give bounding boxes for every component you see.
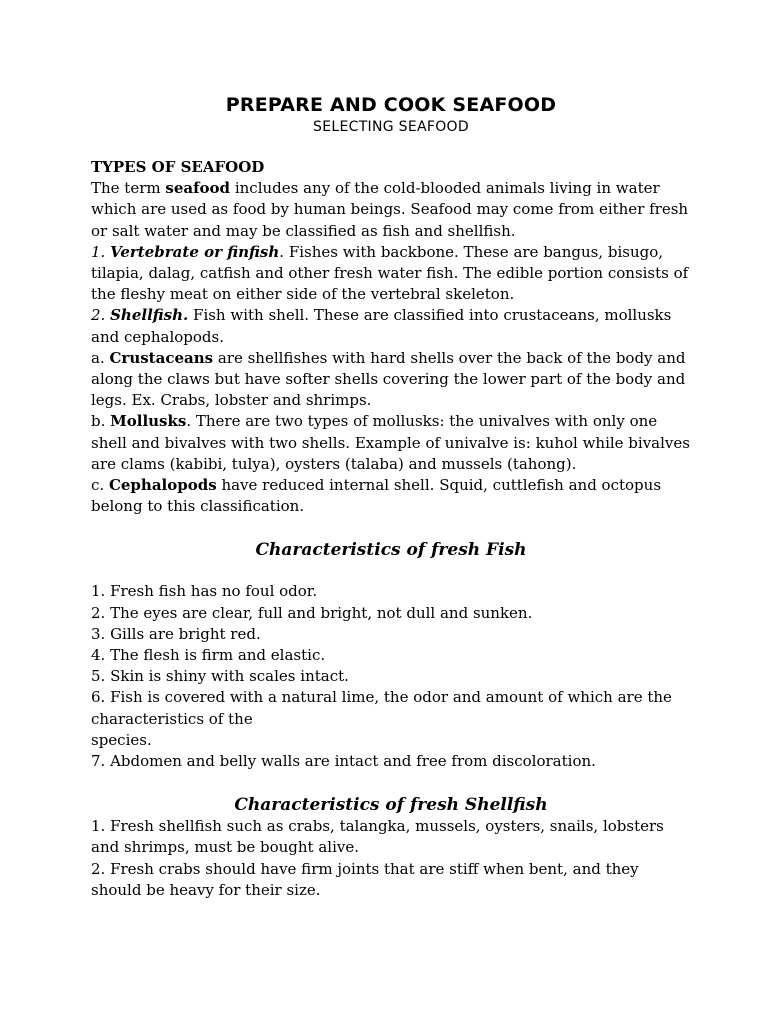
item-term: Vertebrate or finfish xyxy=(110,242,280,261)
list-item: 1. Fresh fish has no foul odor. xyxy=(91,582,318,601)
type-item-finfish xyxy=(91,242,691,306)
fresh-fish-heading: Characteristics of fresh Fish xyxy=(255,540,527,561)
item-term: Mollusks xyxy=(110,412,187,431)
item-term: Cephalopods xyxy=(108,476,217,495)
intro-term-seafood: seafood xyxy=(165,179,231,198)
fresh-fish-list xyxy=(91,581,691,772)
intro-text-pre: The term xyxy=(91,179,166,198)
item-letter: b. xyxy=(91,412,111,431)
list-item: 5. Skin is shiny with scales intact. xyxy=(91,667,349,686)
list-item: 1. Fresh shellfish such as crabs, talangka, mussels, oysters, snails, lobsters and shrimps, must be bought alive. xyxy=(91,817,664,857)
type-item-crustaceans xyxy=(91,348,691,412)
types-of-seafood-heading: TYPES OF SEAFOOD xyxy=(91,158,265,176)
list-item: 2. The eyes are clear, full and bright, not dull and sunken. xyxy=(91,603,533,622)
seafood-intro-paragraph xyxy=(91,178,691,242)
item-text: . Fishes with backbone. These are bangus, bisugo, tilapia, dalag, catfish and other fresh water fish. The edible portion consists of the fleshy meat on either side of the vertebral skeleton. xyxy=(91,242,689,304)
type-item-cephalopods xyxy=(91,475,691,517)
item-number: 1. xyxy=(91,242,111,261)
item-text: Fish with shell. These are classified into crustaceans, mollusks and cephalopods. xyxy=(91,306,672,346)
item-term: Shellfish. xyxy=(110,306,189,325)
list-item: 6. Fish is covered with a natural lime, the odor and amount of which are the characteristics of the xyxy=(91,688,672,728)
item-letter: a. xyxy=(91,348,110,367)
item-number: 2. xyxy=(91,306,111,325)
fresh-shellfish-heading: Characteristics of fresh Shellfish xyxy=(234,795,548,816)
document-subtitle: SELECTING SEAFOOD xyxy=(313,119,469,135)
document-body xyxy=(91,94,691,901)
document-title: PREPARE AND COOK SEAFOOD xyxy=(225,94,557,116)
list-item: 3. Gills are bright red. xyxy=(91,624,261,643)
item-letter: c. xyxy=(91,476,109,495)
item-term: Crustaceans xyxy=(109,348,214,367)
list-item: 2. Fresh crabs should have firm joints that are stiff when bent, and they should be heavy for their size. xyxy=(91,859,639,899)
list-item: species. xyxy=(91,730,152,749)
item-text: are shellfishes with hard shells over the back of the body and along the claws but have softer shells covering the lower part of the body and legs. Ex. Crabs, lobster and shrimps. xyxy=(91,348,686,410)
item-text: have reduced internal shell. Squid, cuttlefish and octopus belong to this classification. xyxy=(91,476,662,516)
list-item: 7. Abdomen and belly walls are intact and free from discoloration. xyxy=(91,752,596,771)
type-item-shellfish xyxy=(91,305,691,347)
type-item-mollusks xyxy=(91,411,691,475)
item-text: . There are two types of mollusks: the univalves with only one shell and bivalves with two shells. Example of univalve is: kuhol while bivalves are clams (kabibi, tulya), oysters (talaba) and mussels (tahong). xyxy=(91,412,690,473)
list-item: 4. The flesh is firm and elastic. xyxy=(91,646,326,665)
fresh-shellfish-list xyxy=(91,816,691,901)
intro-text-post: includes any of the cold-blooded animals living in water which are used as food by human beings. Seafood may come from either fresh or salt water and may be classified as fish and shellfish. xyxy=(91,179,689,240)
